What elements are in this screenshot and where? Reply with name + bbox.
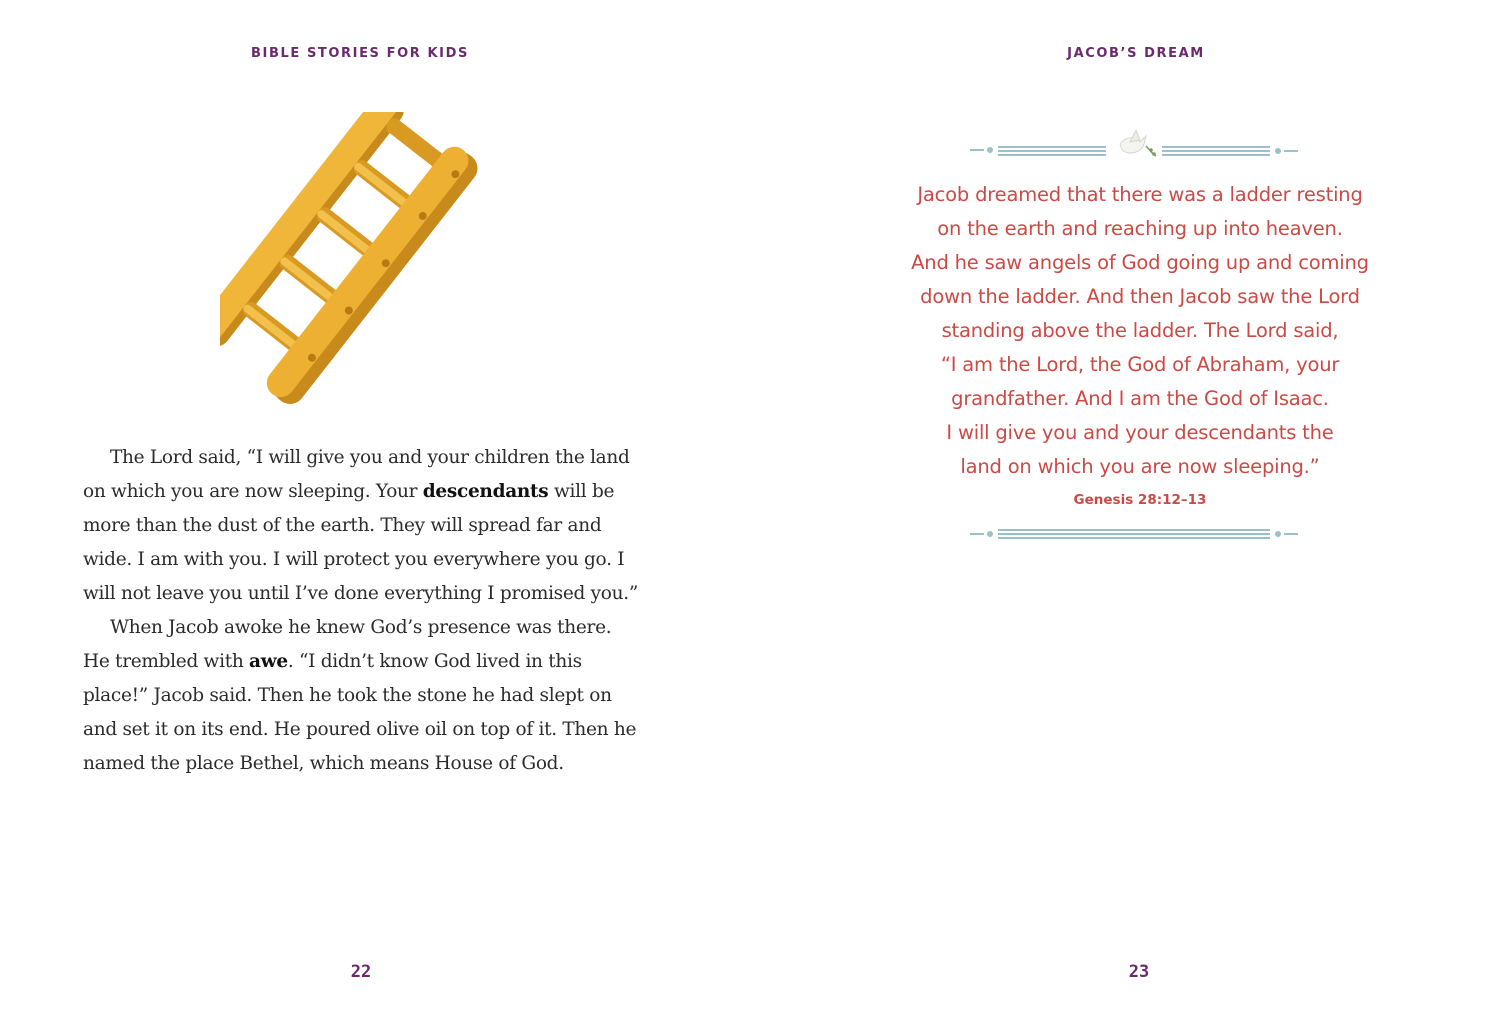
running-head-right: JACOB’S DREAM: [1067, 46, 1205, 61]
verse-line: on the earth and reaching up into heaven.: [937, 217, 1343, 240]
dove-icon: [1120, 130, 1156, 156]
verse-line: grandfather. And I am the God of Isaac.: [951, 387, 1329, 410]
page-number-right: 23: [1128, 962, 1150, 982]
verse-line: “I am the Lord, the God of Abraham, your: [940, 353, 1340, 376]
vocab-word-awe: awe: [249, 651, 288, 672]
running-head-left: BIBLE STORIES FOR KIDS: [251, 46, 469, 61]
story-paragraph-2: When Jacob awoke he knew God’s presence was there. He trembled with awe. “I didn’t know God lived in this place!” Jacob said. Then he took the stone he had slept on and set it on its end. He poured olive oil on top of it. Then he named the place Bethel, which means House of God.: [83, 617, 637, 774]
scripture-quote: [900, 178, 1380, 484]
verse-line: standing above the ladder. The Lord said,: [941, 319, 1339, 342]
ladder-illustration: [220, 112, 490, 412]
verse-line: down the ladder. And then Jacob saw the Lord: [920, 285, 1360, 308]
page-number-left: 22: [350, 962, 372, 982]
verse-line: Jacob dreamed that there was a ladder resting: [917, 183, 1363, 206]
vocab-word-descendants: descendants: [422, 481, 549, 502]
verse-reference: Genesis 28:12–13: [1073, 492, 1207, 508]
right-page: [750, 0, 1500, 1028]
story-paragraph-1: The Lord said, “I will give you and your children the land on which you are now sleeping. Your descendants will be more than the dust of the earth. They will spread far and wide. I am with you. I will protect you everywhere you go. I will not leave you until I’ve done everything I promised you.”: [83, 447, 638, 604]
story-text: [83, 441, 643, 781]
verse-line: And he saw angels of God going up and coming: [911, 251, 1369, 274]
dove-ornament-top: [970, 130, 1320, 160]
verse-line: I will give you and your descendants the: [946, 421, 1334, 444]
divider-ornament-bottom: [970, 526, 1320, 542]
verse-line: land on which you are now sleeping.”: [960, 455, 1320, 478]
